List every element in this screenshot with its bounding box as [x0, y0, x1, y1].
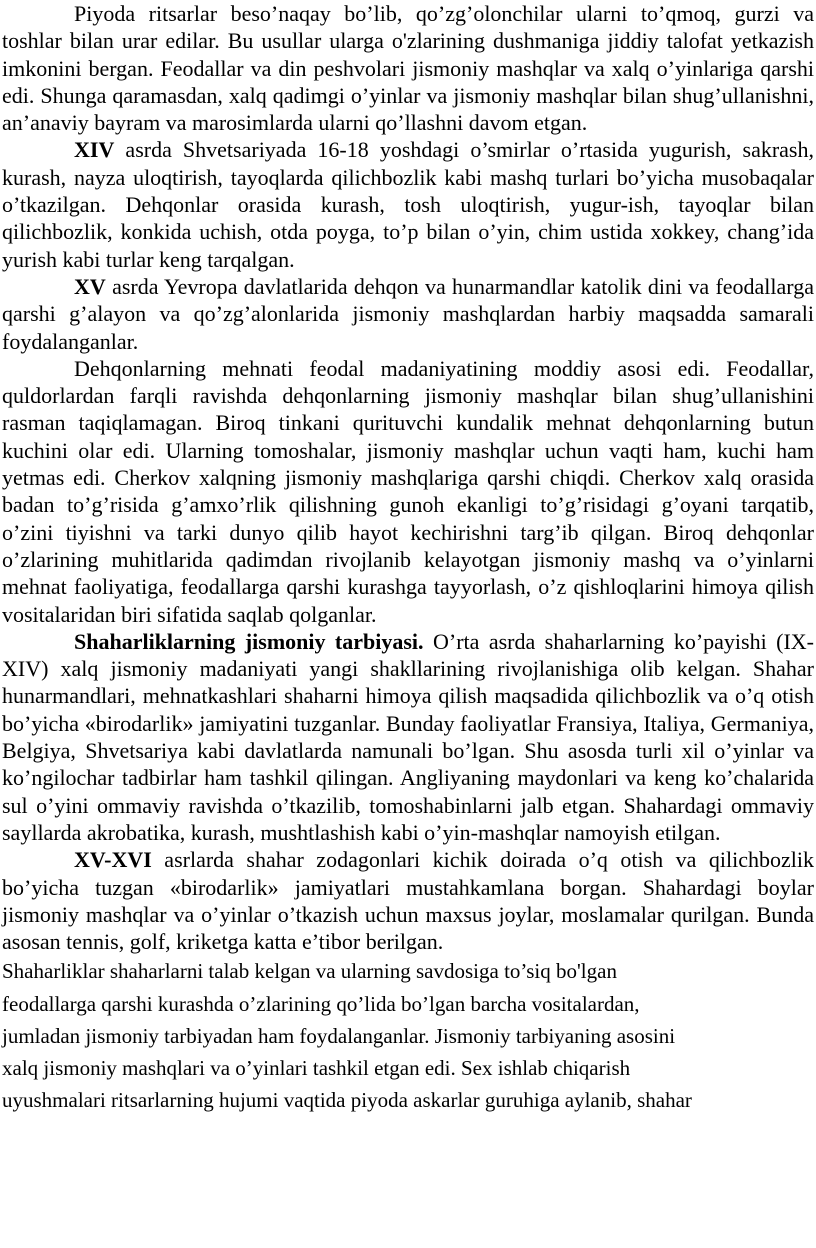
paragraph-shaharliklar-tarbiyasi — [2, 628, 814, 846]
section-heading: Shaharliklarning jismoniy tarbiyasi. — [74, 628, 424, 654]
text-line: xalq jismoniy mashqlari va o’yinlari tashkil etgan edi. Sex ishlab chiqarish — [2, 1056, 631, 1080]
paragraph-text: asrda Shvetsariyada 16-18 yoshdagi o’smirlar o’rtasida yugurish, sakrash, kurash, nayza uloqtirish, tayoqlarda qilichbozlik kabi mashq turlari bo’yicha musobaqalar o’tkazilgan. Dehqonlar orasida kurash, tosh uloqtirish, yugur-ish, tayoqlar bilan qilichbozlik, konkida uchish, otda poyga, to’p bilan o’yin, chim ustida xokkey, chang’ida yurish kabi turlar keng tarqalgan. — [2, 137, 814, 272]
paragraph-xv-xvi-century — [2, 846, 814, 955]
paragraph-piyoda-ritsarlar — [2, 0, 814, 136]
paragraph-text: asrda Yevropa davlatlarida dehqon va hunarmandlar katolik dini va feodallarga qarshi g’alayon va qo’zg’alonlarida jismoniy mashqlardan harbiy maqsadda samarali foydalanganlar. — [2, 273, 814, 354]
text-line: jumladan jismoniy tarbiyadan ham foydalanganlar. Jismoniy tarbiyaning asosini — [2, 1023, 676, 1048]
text-line: Shaharliklar shaharlarni talab kelgan va ularning savdosiga to’siq bo'lgan — [2, 959, 617, 984]
paragraph-xiv-century — [2, 136, 814, 272]
paragraph-text: Dehqonlarning mehnati feodal madaniyatining moddiy asosi edi. Feodallar, quldorlardan farqli ravishda dehqonlarning jismoniy mashqlar bilan shug’ullanishini rasman taqiqlamagan. Biroq tinkani qurituvchi kundalik mehnat dehqonlarning butun kuchini olar edi. Ularning tomoshalar, jismoniy mashqlar uchun vaqti ham, kuchi ham yetmas edi. Cherkov xalqning jismoniy mashqlariga qarshi chiqdi. Cherkov xalq orasida badan to’g’risida g’amxo’rlik qilishning gunoh ekanligi to’g’risidagi g’oyani tarqatib, o’zini tiyishni va tarki dunyo qilib hayot kechirishni targ’ib qilgan. Biroq dehqonlar o’zlarining muhitlarida qadimdan rivojlanib kelayotgan jismoniy mashq va o’yinlarni mehnat faoliyatiga, feodallarga qarshi kurashga tayyorlash, o’z qishloqlarini himoya qilish vositalaridan biri sifatida saqlab qolganlar. — [2, 355, 814, 627]
century-label-xiv: XIV — [74, 137, 115, 163]
century-label-xv: XV — [74, 273, 106, 299]
text-line: uyushmalari ritsarlarning hujumi vaqtida piyoda askarlar guruhiga aylanib, shahar — [2, 1088, 692, 1113]
paragraph-text: asrlarda shahar zodagonlari kichik doirada o’q otish va qilichbozlik bo’yicha tuzgan «birodarlik» jamiyatlari mustahkamlana borgan. Shahardagi boylar jismoniy mashqlar va o’yinlar o’tkazish uchun maxsus joylar, moslamalar qurilgan. Bunda asosan tennis, golf, kriketga katta e’tibor berilgan. — [2, 847, 814, 955]
text-line: feodallarga qarshi kurashda o’zlarining qo’lida bo’lgan barcha vositalardan, — [2, 991, 640, 1016]
paragraph-xv-century — [2, 273, 814, 355]
paragraph-text: Piyoda ritsarlar beso’naqay bo’lib, qo’zg’olonchilar ularni to’qmoq, gurzi va toshlar bilan urar edilar. Bu usullar ularga o'zlarining dushmaniga jiddiy talofat yetkazish imkonini bergan. Feodallar va din peshvolari jismoniy mashqlar va xalq o’yinlariga qarshi edi. Shunga qaramasdan, xalq qadimgi o’yinlar va jismoniy mashqlar bilan shug’ullanishni, an’anaviy bayram va marosimlarda ularni qo’llashni davom etgan. — [2, 1, 814, 136]
century-label-xv-xvi: XV-XVI — [74, 847, 152, 873]
paragraph-shaharliklar-kurash — [2, 955, 814, 1116]
paragraph-text: O’rta asrda shaharlarning ko’payishi (IX-XIV) xalq jismoniy madaniyati yangi shakllarining rivojlanishiga olib kelgan. Shahar hunarmandlari, mehnatkashlari shaharni himoya qilish maqsadida qilichbozlik va o’q otish bo’yicha «birodarlik» jamiyatini tuzganlar. Bunday faoliyatlar Fransiya, Italiya, Germaniya, Belgiya, Shvetsariya kabi davlatlarda namunali bo’lgan. Shu asosda turli xil o’yinlar va ko’ngilochar tadbirlar ham tashkil qilingan. Angliyaning maydonlari va keng ko’chalarida sul o’yini ommaviy ravishda o’tkazilib, tomoshabinlarni jalb etgan. Shahardagi ommaviy sayllarda akrobatika, kurash, mushtlashish kabi o’yin-mashqlar namoyish etilgan. — [2, 628, 814, 845]
paragraph-dehqonlar — [2, 355, 814, 628]
